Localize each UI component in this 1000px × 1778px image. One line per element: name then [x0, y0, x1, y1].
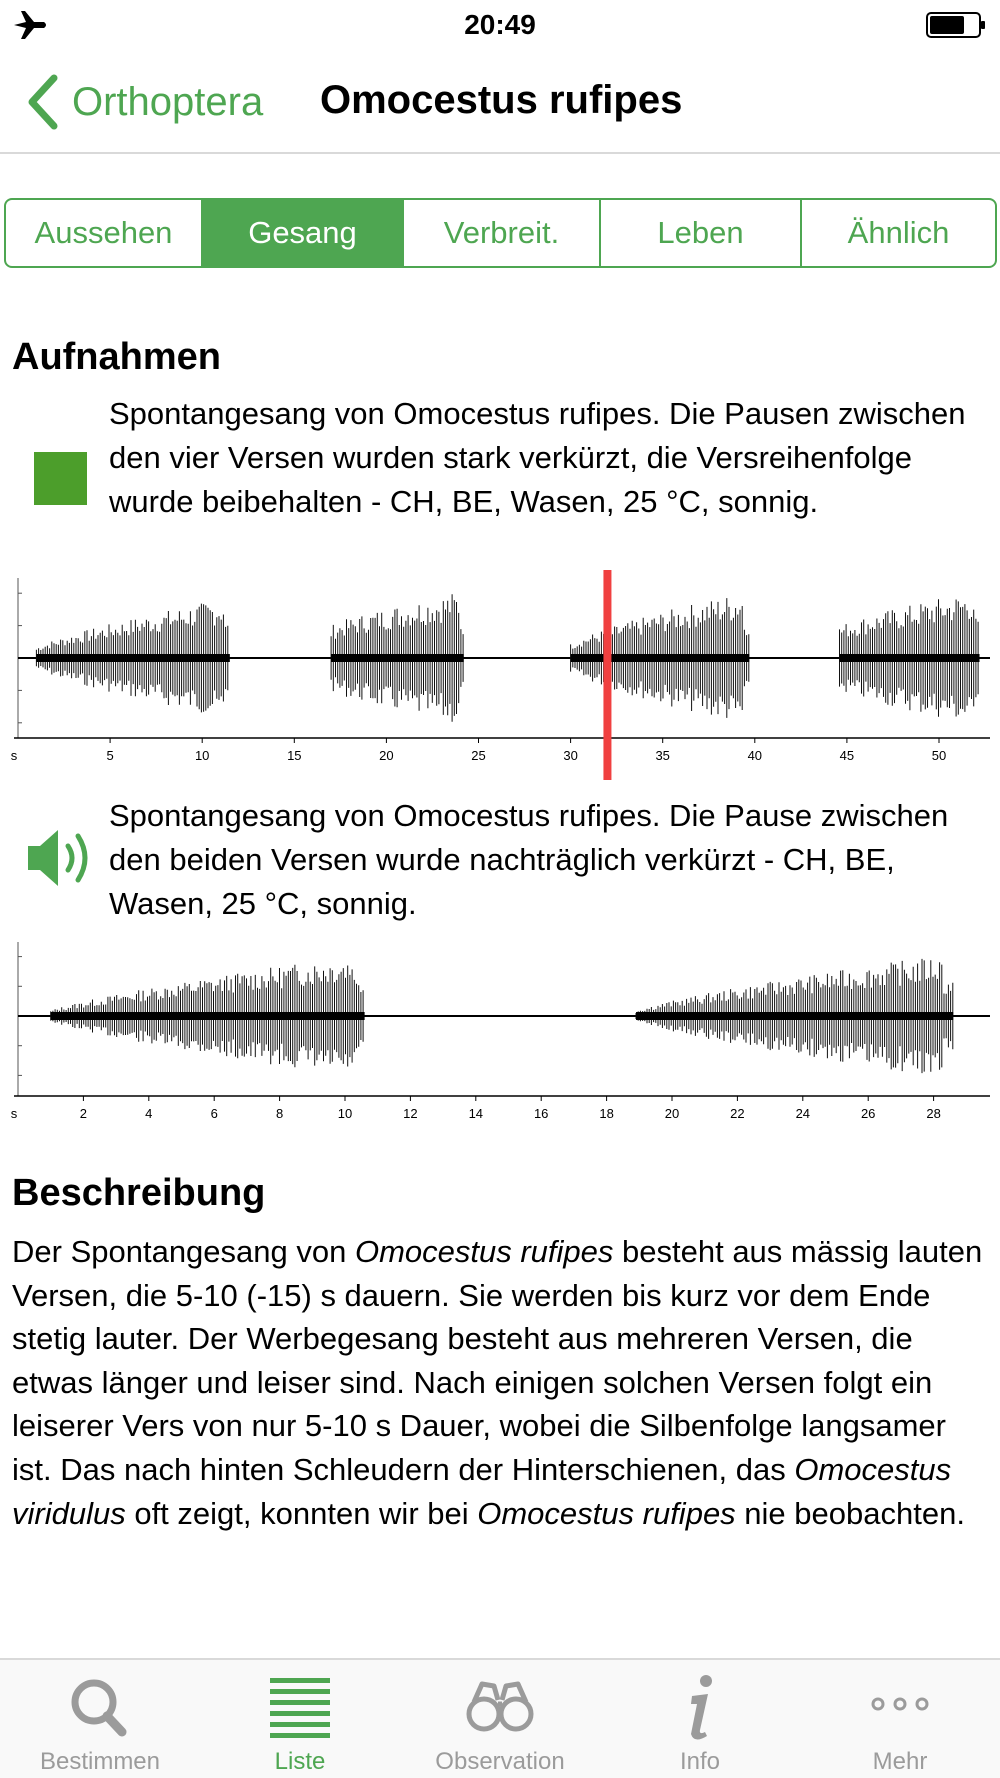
axis-tick-label: 10	[194, 748, 210, 763]
status-time: 20:49	[464, 9, 536, 40]
axis-unit-label: s	[10, 748, 18, 763]
tab-bestimmen[interactable]	[0, 1660, 200, 1778]
axis-tick-label: 28	[926, 1106, 941, 1121]
axis-tick-label: 26	[860, 1106, 876, 1121]
axis-tick-label: 20	[664, 1106, 680, 1121]
axis-tick-label: 45	[839, 748, 855, 763]
axis-tick-label: 50	[931, 748, 947, 763]
axis-tick-label: 2	[79, 1106, 88, 1121]
tab-label: Info	[679, 1748, 721, 1775]
axis-tick-label: 14	[468, 1106, 484, 1121]
description-fragment: Der Spontangesang von	[12, 1234, 355, 1269]
species-name: Omocestus rufipes	[354, 1234, 614, 1269]
back-button[interactable]	[24, 72, 263, 132]
list-icon	[260, 1674, 340, 1742]
binoculars-icon	[460, 1674, 540, 1742]
tab-label: Observation	[435, 1748, 565, 1775]
description-heading: Beschreibung	[12, 1172, 266, 1214]
species-name: Omocestus rufipes	[477, 1495, 736, 1531]
axis-tick-label: 25	[471, 748, 486, 763]
tab-observation[interactable]	[400, 1660, 600, 1778]
stop-icon[interactable]	[34, 452, 87, 505]
status-bar	[0, 0, 1000, 50]
waveform-1[interactable]	[0, 566, 1000, 786]
axis-tick-label: 15	[287, 748, 302, 763]
axis-unit-label: s	[10, 1106, 18, 1121]
axis-tick-label: 24	[795, 1106, 811, 1121]
tab-aussehen[interactable]: Aussehen	[6, 200, 203, 266]
tab-bar	[0, 1658, 1000, 1778]
species-name: Omocestus viridulus	[12, 1451, 952, 1531]
tab-mehr[interactable]	[800, 1660, 1000, 1778]
axis-tick-label: 40	[747, 748, 763, 763]
recording-description-2: Spontangesang von Omocestus rufipes. Die Pause zwischen den beiden Versen wurde nachträglich verkürzt - CH, BE, Wasen, 25 °C, sonnig.	[109, 798, 949, 921]
tab-gesang[interactable]: Gesang	[203, 200, 404, 266]
info-icon	[660, 1674, 740, 1742]
navigation-bar	[0, 50, 1000, 154]
playhead[interactable]	[603, 570, 611, 780]
speaker-icon[interactable]	[26, 822, 98, 894]
axis-tick-label: 8	[275, 1106, 284, 1121]
back-label: Orthoptera	[72, 79, 264, 124]
axis-tick-label: 10	[337, 1106, 353, 1121]
battery-icon	[926, 12, 986, 38]
recordings-heading: Aufnahmen	[12, 336, 221, 378]
tab-label: Bestimmen	[39, 1748, 161, 1775]
axis-tick-label: 30	[563, 748, 578, 763]
waveform-2[interactable]	[0, 932, 1000, 1122]
recording-description-1: Spontangesang von Omocestus rufipes. Die Pausen zwischen den vier Versen wurden stark verkürzt, die Versreihenfolge wurde beibehalten - CH, BE, Wasen, 25 °C, sonnig.	[109, 396, 966, 519]
axis-tick-label: 20	[379, 748, 394, 763]
chevron-left-icon	[24, 74, 62, 130]
axis-tick-label: 35	[655, 748, 670, 763]
description-text	[12, 1230, 992, 1535]
segmented-control	[4, 198, 997, 268]
axis-tick-label: 22	[730, 1106, 745, 1121]
tab-label: Mehr	[872, 1748, 928, 1775]
description-fragment: nie beobachten.	[735, 1495, 965, 1531]
description-fragment: oft zeigt, konnten wir bei	[125, 1495, 478, 1531]
axis-tick-label: 4	[145, 1106, 153, 1121]
description-fragment: besteht aus mässig lauten Versen, die 5-10 (-15) s dauern. Sie werden bis kurz vor dem Ende stetig lauter. Der Werbegesang besteht aus mehreren Versen, die etwas länger und leiser sind. Nach einigen solchen Versen folgt ein leiserer Vers von nur 5-10 s Dauer, wobei die Silbenfolge langsamer ist. Das nach hinten Schleudern der Hinterschienen, das	[12, 1234, 983, 1487]
axis-tick-label: 6	[210, 1106, 218, 1121]
tab-info[interactable]	[600, 1660, 800, 1778]
axis-tick-label: 16	[533, 1106, 549, 1121]
tab-aehnlich[interactable]: Ähnlich	[847, 215, 950, 250]
tab-verbreitung[interactable]: Verbreit.	[404, 200, 601, 266]
axis-tick-label: 5	[106, 748, 114, 763]
tab-leben[interactable]: Leben	[601, 200, 802, 266]
page-title: Omocestus rufipes	[320, 78, 683, 122]
tab-label: Liste	[274, 1748, 326, 1775]
more-icon	[860, 1674, 940, 1742]
search-icon	[60, 1674, 140, 1742]
axis-tick-label: 18	[599, 1106, 614, 1121]
tab-liste[interactable]	[200, 1660, 400, 1778]
axis-tick-label: 12	[403, 1106, 418, 1121]
